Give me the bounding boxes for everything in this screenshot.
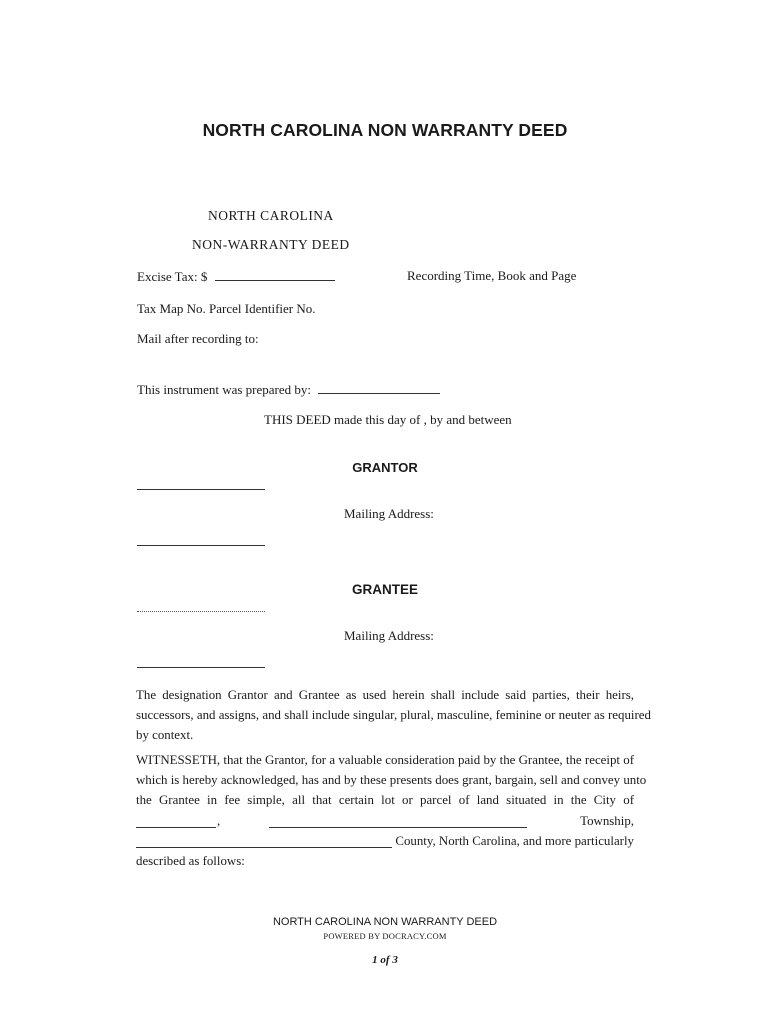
designation-paragraph [136,685,651,746]
witnesseth-paragraph [136,750,647,871]
excise-tax-field[interactable] [215,268,335,281]
witnesseth-line-1: WITNESSETH, that the Grantor, for a valuable consideration paid by the Grantee, the receipt of [136,753,634,767]
grantee-title: GRANTEE [351,582,418,597]
designation-line-3: by context. [136,728,194,743]
state-heading: NORTH CAROLINA [208,208,334,223]
grantee-mailing-label: Mailing Address: [344,628,434,643]
city-comma: , [217,813,221,828]
grantor-address-line[interactable] [137,545,265,546]
deed-type-heading: NON-WARRANTY DEED [192,237,350,252]
township-field[interactable] [269,815,527,828]
grantee-address-line[interactable] [137,667,265,668]
grantor-name-line[interactable] [137,489,265,490]
designation-line-1: The designation Grantor and Grantee as used herein shall include said parties, their heirs, [136,688,634,702]
prepared-by-field[interactable] [318,381,440,394]
grantor-mailing-label: Mailing Address: [344,506,434,521]
witnesseth-line-2: which is hereby acknowledged, has and by these presents does grant, bargain, sell and convey unto [136,773,647,788]
excise-tax-row [137,268,335,285]
grantor-title: GRANTOR [352,460,418,475]
witnesseth-line-5 [136,831,634,851]
mail-after-label: Mail after recording to: [137,331,259,346]
footer-title: NORTH CAROLINA NON WARRANTY DEED [272,916,498,928]
document-title: NORTH CAROLINA NON WARRANTY DEED [202,120,568,140]
grantee-name-line[interactable] [137,611,265,612]
designation-line-2: successors, and assigns, and shall include singular, plural, masculine, feminine or neuter as required [136,708,651,723]
prepared-by-row [137,381,440,398]
witnesseth-line-4 [136,811,634,831]
prepared-by-label: This instrument was prepared by: [137,382,312,397]
footer-powered-by: POWERED BY DOCRACY.COM [323,931,447,941]
city-field[interactable] [136,815,216,828]
excise-tax-label: Excise Tax: $ [137,269,208,284]
township-label: Township, [580,813,634,828]
county-field[interactable] [136,835,392,848]
county-label: County, North Carolina, and more particularly [395,833,634,848]
recording-label: Recording Time, Book and Page [407,268,577,283]
witnesseth-line-6: described as follows: [136,853,245,868]
witnesseth-line-3: the Grantee in fee simple, all that certain lot or parcel of land situated in the City of [136,793,634,808]
tax-map-label: Tax Map No. Parcel Identifier No. [137,301,316,316]
page-number: 1 of 3 [372,954,398,966]
deed-intro: THIS DEED made this day of , by and between [264,412,512,427]
